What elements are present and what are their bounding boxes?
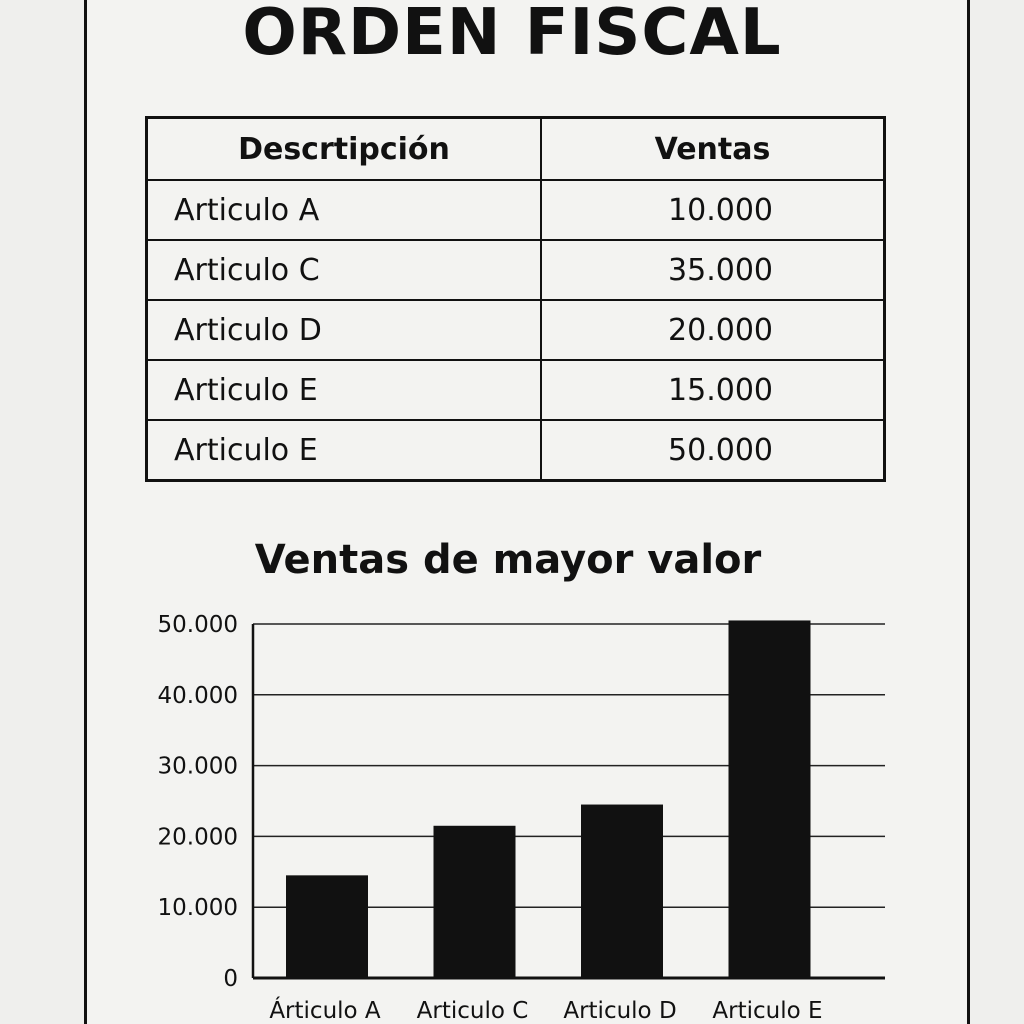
- row-sales-value: 10.000: [541, 180, 885, 240]
- y-tick-label: 30.000: [157, 753, 238, 780]
- y-tick-label: 50.000: [157, 612, 238, 638]
- row-sales-value: 15.000: [541, 360, 885, 420]
- chart-title: Ventas de mayor valor: [254, 537, 762, 583]
- row-description: Articulo D: [147, 300, 542, 360]
- y-tick-label: 10.000: [157, 895, 238, 922]
- y-tick-label: 0: [223, 966, 238, 992]
- x-tick-label: Articulo E: [712, 998, 823, 1024]
- bar: [434, 826, 516, 978]
- bar: [729, 620, 811, 978]
- y-tick-label: 40.000: [157, 682, 238, 709]
- bar: [581, 805, 663, 978]
- x-tick-label: Articulo D: [563, 998, 677, 1024]
- x-tick-label: Articulo C: [416, 998, 529, 1024]
- row-description: Articulo A: [147, 180, 542, 240]
- row-description: Articulo E: [147, 360, 542, 420]
- row-sales-value: 35.000: [541, 240, 885, 300]
- column-header-sales: Ventas: [541, 118, 885, 181]
- bar: [286, 875, 368, 978]
- column-header-description: Descrtipción: [147, 118, 542, 181]
- x-tick-label: Árticulo A: [269, 998, 381, 1024]
- document-title: ORDEN FISCAL: [242, 0, 782, 70]
- y-tick-label: 20.000: [157, 824, 238, 851]
- row-description: Articulo E: [147, 420, 542, 481]
- row-sales-value: 50.000: [541, 420, 885, 481]
- row-sales-value: 20.000: [541, 300, 885, 360]
- row-description: Articulo C: [147, 240, 542, 300]
